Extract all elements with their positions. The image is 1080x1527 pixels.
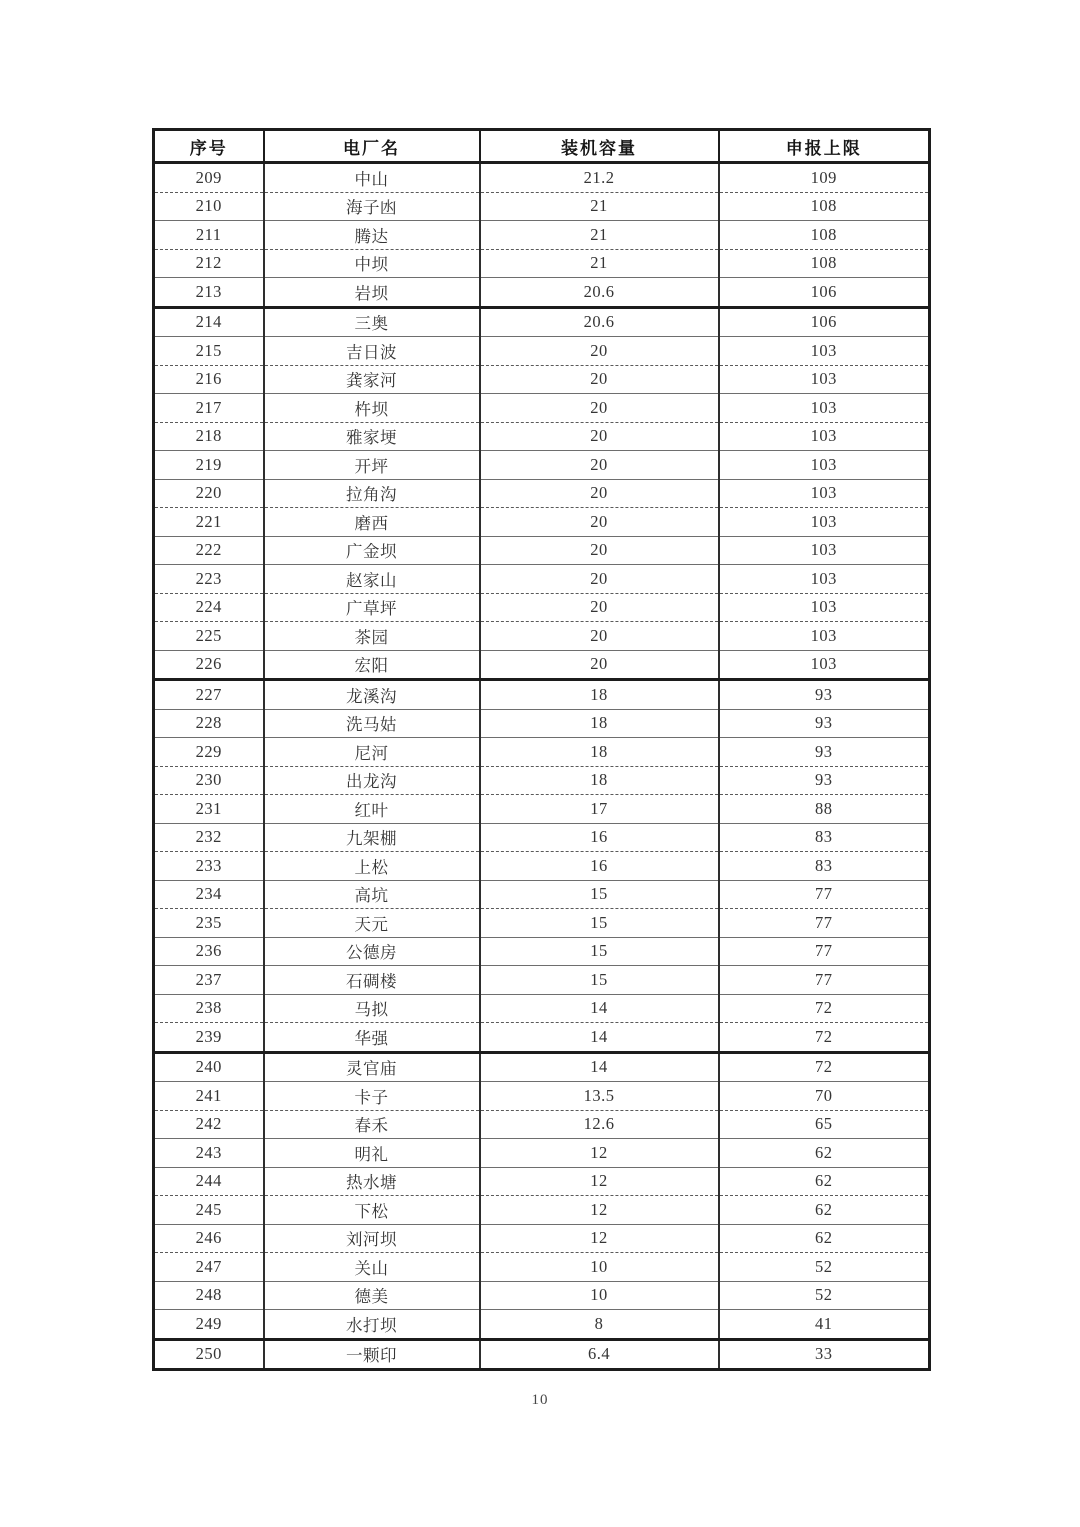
table-row xyxy=(154,593,930,622)
cell-installed-capacity: 8 xyxy=(480,1310,719,1340)
cell-declaration-limit: 103 xyxy=(719,622,930,651)
cell-serial-number: 214 xyxy=(154,307,264,337)
cell-declaration-limit: 108 xyxy=(719,192,930,221)
cell-plant-name: 石碉楼 xyxy=(264,966,480,995)
table-header-row xyxy=(154,130,930,163)
table-row xyxy=(154,1167,930,1196)
cell-installed-capacity: 20 xyxy=(480,536,719,565)
table-row xyxy=(154,909,930,938)
cell-installed-capacity: 18 xyxy=(480,680,719,710)
cell-serial-number: 225 xyxy=(154,622,264,651)
cell-plant-name: 洗马姑 xyxy=(264,709,480,738)
cell-installed-capacity: 20 xyxy=(480,622,719,651)
cell-declaration-limit: 103 xyxy=(719,508,930,537)
cell-serial-number: 211 xyxy=(154,221,264,250)
cell-declaration-limit: 70 xyxy=(719,1082,930,1111)
cell-serial-number: 221 xyxy=(154,508,264,537)
table-row xyxy=(154,565,930,594)
cell-serial-number: 212 xyxy=(154,249,264,278)
cell-declaration-limit: 103 xyxy=(719,365,930,394)
cell-plant-name: 雅家埂 xyxy=(264,422,480,451)
cell-serial-number: 235 xyxy=(154,909,264,938)
cell-declaration-limit: 62 xyxy=(719,1167,930,1196)
cell-declaration-limit: 106 xyxy=(719,307,930,337)
cell-serial-number: 216 xyxy=(154,365,264,394)
cell-plant-name: 宏阳 xyxy=(264,650,480,680)
cell-installed-capacity: 20 xyxy=(480,565,719,594)
cell-plant-name: 高坑 xyxy=(264,880,480,909)
cell-installed-capacity: 17 xyxy=(480,795,719,824)
table-row xyxy=(154,1224,930,1253)
cell-declaration-limit: 103 xyxy=(719,565,930,594)
cell-plant-name: 上松 xyxy=(264,852,480,881)
table-row xyxy=(154,422,930,451)
cell-serial-number: 224 xyxy=(154,593,264,622)
cell-installed-capacity: 13.5 xyxy=(480,1082,719,1111)
table-row xyxy=(154,1253,930,1282)
cell-declaration-limit: 103 xyxy=(719,451,930,480)
cell-installed-capacity: 15 xyxy=(480,937,719,966)
table-row xyxy=(154,249,930,278)
header-installed-capacity: 装机容量 xyxy=(480,130,719,163)
cell-serial-number: 217 xyxy=(154,394,264,423)
cell-serial-number: 238 xyxy=(154,994,264,1023)
cell-serial-number: 242 xyxy=(154,1110,264,1139)
cell-serial-number: 233 xyxy=(154,852,264,881)
cell-installed-capacity: 20 xyxy=(480,451,719,480)
header-serial-number: 序号 xyxy=(154,130,264,163)
cell-plant-name: 拉角沟 xyxy=(264,479,480,508)
cell-installed-capacity: 14 xyxy=(480,1023,719,1053)
table-body xyxy=(154,163,930,1370)
cell-installed-capacity: 18 xyxy=(480,738,719,767)
cell-installed-capacity: 10 xyxy=(480,1281,719,1310)
cell-installed-capacity: 20.6 xyxy=(480,307,719,337)
cell-serial-number: 250 xyxy=(154,1339,264,1370)
cell-declaration-limit: 83 xyxy=(719,852,930,881)
cell-serial-number: 215 xyxy=(154,337,264,366)
cell-plant-name: 开坪 xyxy=(264,451,480,480)
table-row xyxy=(154,1052,930,1082)
cell-plant-name: 三奥 xyxy=(264,307,480,337)
cell-installed-capacity: 20 xyxy=(480,479,719,508)
cell-plant-name: 一颗印 xyxy=(264,1339,480,1370)
cell-plant-name: 赵家山 xyxy=(264,565,480,594)
cell-installed-capacity: 14 xyxy=(480,1052,719,1082)
table-row xyxy=(154,307,930,337)
table-row xyxy=(154,766,930,795)
table-row xyxy=(154,451,930,480)
cell-declaration-limit: 109 xyxy=(719,163,930,193)
cell-serial-number: 243 xyxy=(154,1139,264,1168)
cell-plant-name: 天元 xyxy=(264,909,480,938)
cell-installed-capacity: 20 xyxy=(480,337,719,366)
cell-plant-name: 杵坝 xyxy=(264,394,480,423)
table-row xyxy=(154,1310,930,1340)
cell-plant-name: 九架棚 xyxy=(264,823,480,852)
cell-serial-number: 226 xyxy=(154,650,264,680)
table-row xyxy=(154,994,930,1023)
table-row xyxy=(154,394,930,423)
cell-serial-number: 218 xyxy=(154,422,264,451)
cell-plant-name: 关山 xyxy=(264,1253,480,1282)
cell-declaration-limit: 103 xyxy=(719,337,930,366)
table-row xyxy=(154,795,930,824)
cell-declaration-limit: 103 xyxy=(719,479,930,508)
cell-plant-name: 龚家河 xyxy=(264,365,480,394)
cell-serial-number: 247 xyxy=(154,1253,264,1282)
cell-declaration-limit: 93 xyxy=(719,709,930,738)
cell-plant-name: 磨西 xyxy=(264,508,480,537)
cell-declaration-limit: 52 xyxy=(719,1281,930,1310)
cell-installed-capacity: 20 xyxy=(480,593,719,622)
cell-installed-capacity: 12 xyxy=(480,1167,719,1196)
cell-plant-name: 华强 xyxy=(264,1023,480,1053)
cell-serial-number: 210 xyxy=(154,192,264,221)
header-declaration-limit: 申报上限 xyxy=(719,130,930,163)
cell-plant-name: 岩坝 xyxy=(264,278,480,308)
cell-installed-capacity: 21 xyxy=(480,221,719,250)
cell-declaration-limit: 72 xyxy=(719,1023,930,1053)
cell-serial-number: 229 xyxy=(154,738,264,767)
table-row xyxy=(154,1139,930,1168)
cell-serial-number: 230 xyxy=(154,766,264,795)
cell-installed-capacity: 20 xyxy=(480,394,719,423)
cell-plant-name: 灵官庙 xyxy=(264,1052,480,1082)
cell-plant-name: 中山 xyxy=(264,163,480,193)
table-row xyxy=(154,221,930,250)
cell-serial-number: 234 xyxy=(154,880,264,909)
table-row xyxy=(154,1110,930,1139)
cell-plant-name: 出龙沟 xyxy=(264,766,480,795)
table-row xyxy=(154,1082,930,1111)
cell-installed-capacity: 20.6 xyxy=(480,278,719,308)
cell-serial-number: 227 xyxy=(154,680,264,710)
table-row xyxy=(154,852,930,881)
cell-declaration-limit: 65 xyxy=(719,1110,930,1139)
cell-installed-capacity: 12.6 xyxy=(480,1110,719,1139)
cell-serial-number: 240 xyxy=(154,1052,264,1082)
cell-declaration-limit: 52 xyxy=(719,1253,930,1282)
table-row xyxy=(154,966,930,995)
cell-plant-name: 腾达 xyxy=(264,221,480,250)
cell-installed-capacity: 21.2 xyxy=(480,163,719,193)
cell-declaration-limit: 62 xyxy=(719,1196,930,1225)
table-row xyxy=(154,937,930,966)
table-row xyxy=(154,337,930,366)
cell-plant-name: 红叶 xyxy=(264,795,480,824)
cell-plant-name: 广草坪 xyxy=(264,593,480,622)
header-plant-name: 电厂名 xyxy=(264,130,480,163)
cell-declaration-limit: 88 xyxy=(719,795,930,824)
cell-installed-capacity: 10 xyxy=(480,1253,719,1282)
table-row xyxy=(154,680,930,710)
table-row xyxy=(154,880,930,909)
cell-serial-number: 222 xyxy=(154,536,264,565)
cell-plant-name: 刘河坝 xyxy=(264,1224,480,1253)
cell-installed-capacity: 12 xyxy=(480,1224,719,1253)
table-row xyxy=(154,622,930,651)
cell-installed-capacity: 15 xyxy=(480,909,719,938)
cell-plant-name: 吉日波 xyxy=(264,337,480,366)
cell-declaration-limit: 62 xyxy=(719,1224,930,1253)
table-row xyxy=(154,508,930,537)
cell-serial-number: 209 xyxy=(154,163,264,193)
cell-installed-capacity: 16 xyxy=(480,852,719,881)
cell-declaration-limit: 77 xyxy=(719,909,930,938)
table-row xyxy=(154,1023,930,1053)
power-plant-table xyxy=(152,128,931,1371)
cell-installed-capacity: 18 xyxy=(480,766,719,795)
table-row xyxy=(154,709,930,738)
cell-plant-name: 春禾 xyxy=(264,1110,480,1139)
table-row xyxy=(154,823,930,852)
cell-installed-capacity: 21 xyxy=(480,249,719,278)
cell-serial-number: 231 xyxy=(154,795,264,824)
cell-installed-capacity: 15 xyxy=(480,966,719,995)
cell-plant-name: 茶园 xyxy=(264,622,480,651)
cell-installed-capacity: 21 xyxy=(480,192,719,221)
table-row xyxy=(154,536,930,565)
cell-declaration-limit: 41 xyxy=(719,1310,930,1340)
table-row xyxy=(154,278,930,308)
table-row xyxy=(154,163,930,193)
cell-plant-name: 龙溪沟 xyxy=(264,680,480,710)
cell-declaration-limit: 108 xyxy=(719,221,930,250)
cell-plant-name: 卡子 xyxy=(264,1082,480,1111)
cell-serial-number: 223 xyxy=(154,565,264,594)
cell-serial-number: 213 xyxy=(154,278,264,308)
table-row xyxy=(154,365,930,394)
cell-serial-number: 232 xyxy=(154,823,264,852)
cell-declaration-limit: 103 xyxy=(719,536,930,565)
cell-serial-number: 219 xyxy=(154,451,264,480)
cell-serial-number: 237 xyxy=(154,966,264,995)
cell-declaration-limit: 72 xyxy=(719,994,930,1023)
table-row xyxy=(154,479,930,508)
cell-declaration-limit: 106 xyxy=(719,278,930,308)
cell-installed-capacity: 12 xyxy=(480,1139,719,1168)
cell-serial-number: 246 xyxy=(154,1224,264,1253)
cell-plant-name: 热水塘 xyxy=(264,1167,480,1196)
cell-installed-capacity: 15 xyxy=(480,880,719,909)
table-row xyxy=(154,192,930,221)
cell-serial-number: 244 xyxy=(154,1167,264,1196)
cell-serial-number: 245 xyxy=(154,1196,264,1225)
cell-declaration-limit: 83 xyxy=(719,823,930,852)
table-row xyxy=(154,650,930,680)
table-row xyxy=(154,1339,930,1370)
cell-serial-number: 228 xyxy=(154,709,264,738)
cell-installed-capacity: 6.4 xyxy=(480,1339,719,1370)
cell-serial-number: 249 xyxy=(154,1310,264,1340)
cell-declaration-limit: 77 xyxy=(719,880,930,909)
cell-plant-name: 马拟 xyxy=(264,994,480,1023)
cell-declaration-limit: 103 xyxy=(719,650,930,680)
cell-plant-name: 德美 xyxy=(264,1281,480,1310)
cell-serial-number: 239 xyxy=(154,1023,264,1053)
cell-installed-capacity: 20 xyxy=(480,650,719,680)
cell-serial-number: 248 xyxy=(154,1281,264,1310)
cell-plant-name: 中坝 xyxy=(264,249,480,278)
cell-declaration-limit: 93 xyxy=(719,680,930,710)
cell-declaration-limit: 62 xyxy=(719,1139,930,1168)
cell-installed-capacity: 20 xyxy=(480,365,719,394)
cell-declaration-limit: 103 xyxy=(719,593,930,622)
cell-plant-name: 尼河 xyxy=(264,738,480,767)
cell-declaration-limit: 108 xyxy=(719,249,930,278)
cell-serial-number: 236 xyxy=(154,937,264,966)
cell-declaration-limit: 103 xyxy=(719,422,930,451)
cell-plant-name: 广金坝 xyxy=(264,536,480,565)
cell-installed-capacity: 18 xyxy=(480,709,719,738)
cell-plant-name: 明礼 xyxy=(264,1139,480,1168)
cell-installed-capacity: 12 xyxy=(480,1196,719,1225)
cell-declaration-limit: 77 xyxy=(719,966,930,995)
cell-installed-capacity: 16 xyxy=(480,823,719,852)
cell-declaration-limit: 72 xyxy=(719,1052,930,1082)
cell-plant-name: 下松 xyxy=(264,1196,480,1225)
table-row xyxy=(154,738,930,767)
cell-declaration-limit: 103 xyxy=(719,394,930,423)
cell-installed-capacity: 20 xyxy=(480,508,719,537)
cell-declaration-limit: 33 xyxy=(719,1339,930,1370)
cell-plant-name: 水打坝 xyxy=(264,1310,480,1340)
cell-installed-capacity: 14 xyxy=(480,994,719,1023)
cell-declaration-limit: 93 xyxy=(719,766,930,795)
cell-plant-name: 公德房 xyxy=(264,937,480,966)
table-row xyxy=(154,1281,930,1310)
cell-declaration-limit: 93 xyxy=(719,738,930,767)
cell-serial-number: 220 xyxy=(154,479,264,508)
cell-declaration-limit: 77 xyxy=(719,937,930,966)
cell-serial-number: 241 xyxy=(154,1082,264,1111)
table-row xyxy=(154,1196,930,1225)
cell-plant-name: 海子凼 xyxy=(264,192,480,221)
cell-installed-capacity: 20 xyxy=(480,422,719,451)
page-number: 10 xyxy=(531,1392,549,1408)
